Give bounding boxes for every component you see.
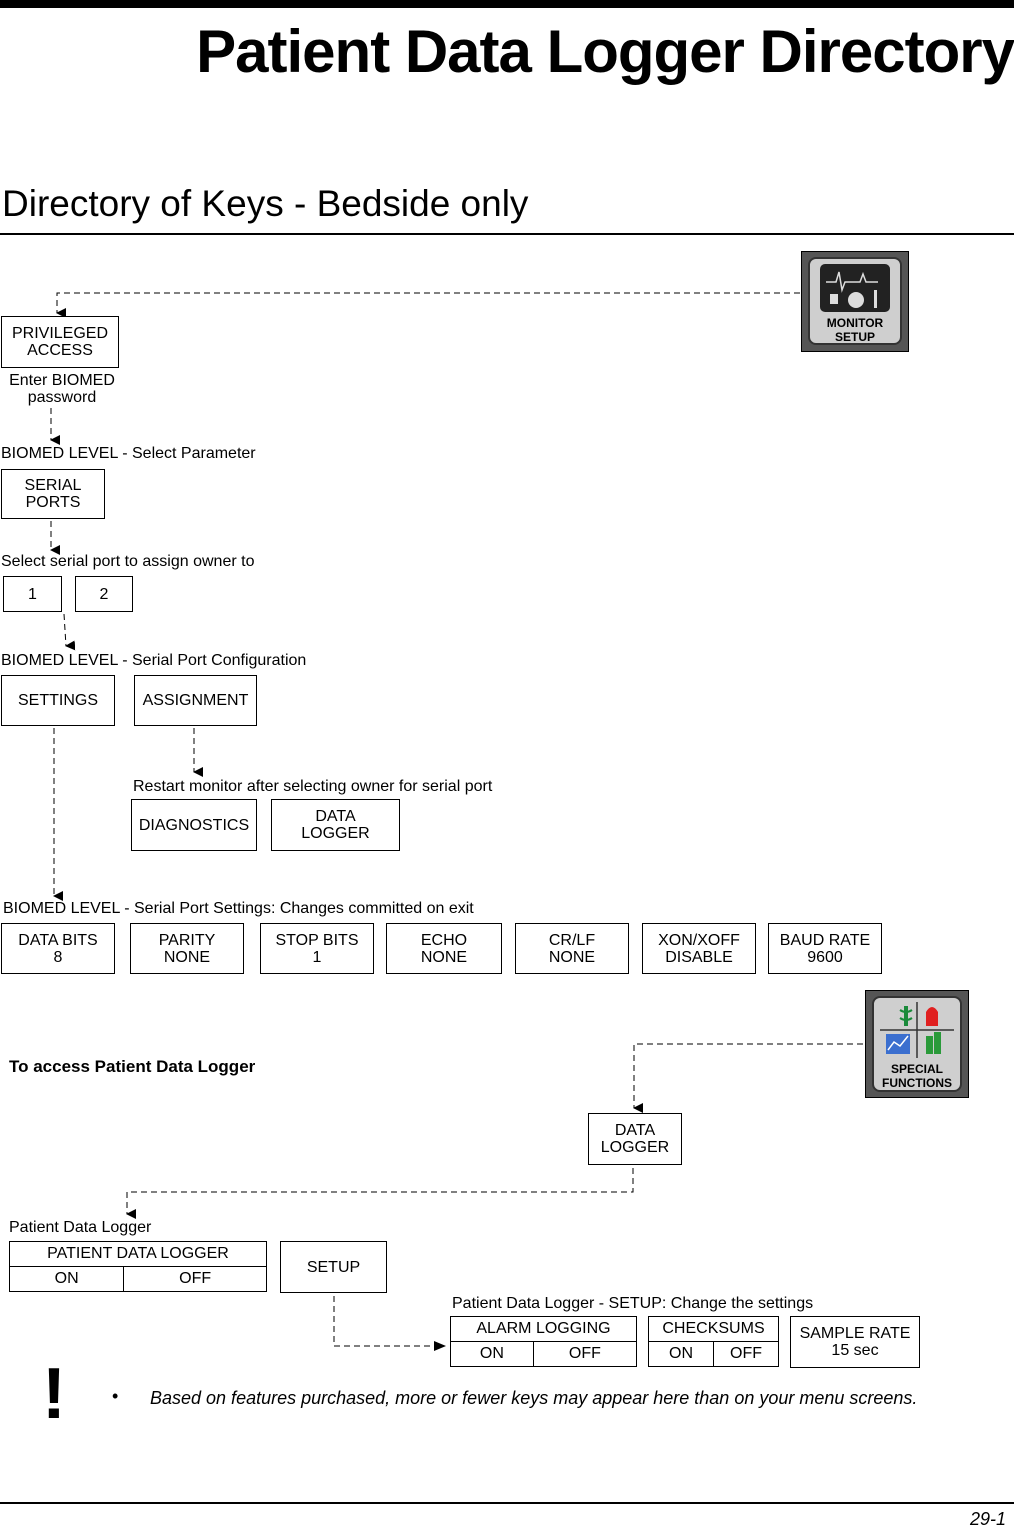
data-logger-access-key[interactable]: DATA LOGGER	[588, 1113, 682, 1165]
patient-data-logger-toggle[interactable]	[9, 1241, 267, 1292]
parity-key[interactable]: PARITY NONE	[130, 923, 244, 974]
select-port-label: Select serial port to assign owner to	[1, 553, 255, 570]
port-1-key[interactable]: 1	[3, 576, 62, 612]
alarm-logging-toggle[interactable]	[450, 1316, 637, 1367]
xon-xoff-key[interactable]: XON/XOFF DISABLE	[642, 923, 756, 974]
restart-label: Restart monitor after selecting owner for serial port	[133, 778, 493, 795]
page-number: 29-1	[969, 1509, 1006, 1529]
toggle-title: PATIENT DATA LOGGER	[10, 1242, 266, 1267]
settings-key[interactable]: SETTINGS	[1, 675, 115, 726]
note-text: Based on features purchased, more or fewer keys may appear here than on your menu screens.	[150, 1388, 918, 1408]
pdl-label: Patient Data Logger	[9, 1219, 152, 1236]
toggle-off[interactable]: OFF	[713, 1342, 778, 1367]
data-logger-key[interactable]: DATA LOGGER	[271, 799, 400, 851]
monitor-setup-label-1: MONITOR	[826, 316, 884, 330]
toggle-on[interactable]: ON	[669, 1344, 693, 1362]
monitor-setup-icon[interactable]	[801, 251, 909, 352]
bottom-rule	[0, 1502, 1014, 1504]
pdl-setup-label: Patient Data Logger - SETUP: Change the settings	[452, 1295, 814, 1312]
monitor-setup-label-2: SETUP	[834, 330, 875, 344]
special-functions-label-2: FUNCTIONS	[882, 1076, 952, 1090]
biomed-settings-label: BIOMED LEVEL - Serial Port Settings: Changes committed on exit	[3, 900, 474, 917]
page-title: Patient Data Logger Directory	[196, 18, 1014, 85]
data-bits-key[interactable]: DATA BITS 8	[1, 923, 115, 974]
toggle-title: ALARM LOGGING	[451, 1317, 636, 1342]
biomed-port-config-label: BIOMED LEVEL - Serial Port Configuration	[1, 652, 307, 669]
checksums-toggle[interactable]	[648, 1316, 779, 1367]
toggle-on[interactable]: ON	[54, 1269, 79, 1287]
diagnostics-key[interactable]: DIAGNOSTICS	[131, 799, 257, 851]
note-bullet: •	[112, 1386, 119, 1406]
stop-bits-key[interactable]: STOP BITS 1	[260, 923, 374, 974]
setup-key[interactable]: SETUP	[280, 1241, 387, 1293]
access-label: To access Patient Data Logger	[9, 1057, 256, 1076]
toggle-off[interactable]: OFF	[533, 1342, 636, 1367]
baud-rate-key[interactable]: BAUD RATE 9600	[768, 923, 882, 974]
special-functions-icon[interactable]	[865, 990, 969, 1098]
echo-key[interactable]: ECHO NONE	[386, 923, 502, 974]
enter-password-label: Enter BIOMED password	[9, 372, 115, 406]
section-title: Directory of Keys - Bedside only	[2, 183, 529, 224]
toggle-title: CHECKSUMS	[649, 1317, 778, 1342]
cr-lf-key[interactable]: CR/LF NONE	[515, 923, 629, 974]
sample-rate-key[interactable]: SAMPLE RATE 15 sec	[790, 1316, 920, 1368]
assignment-key[interactable]: ASSIGNMENT	[134, 675, 257, 726]
serial-ports-key[interactable]: SERIAL PORTS	[1, 469, 105, 519]
toggle-on[interactable]: ON	[479, 1344, 504, 1362]
biomed-select-label: BIOMED LEVEL - Select Parameter	[1, 445, 256, 462]
toggle-off[interactable]: OFF	[123, 1267, 266, 1292]
caution-icon: !	[42, 1354, 66, 1434]
special-functions-label-1: SPECIAL	[890, 1062, 943, 1076]
port-2-key[interactable]: 2	[75, 576, 133, 612]
privileged-access-key[interactable]: PRIVILEGED ACCESS	[1, 316, 119, 368]
